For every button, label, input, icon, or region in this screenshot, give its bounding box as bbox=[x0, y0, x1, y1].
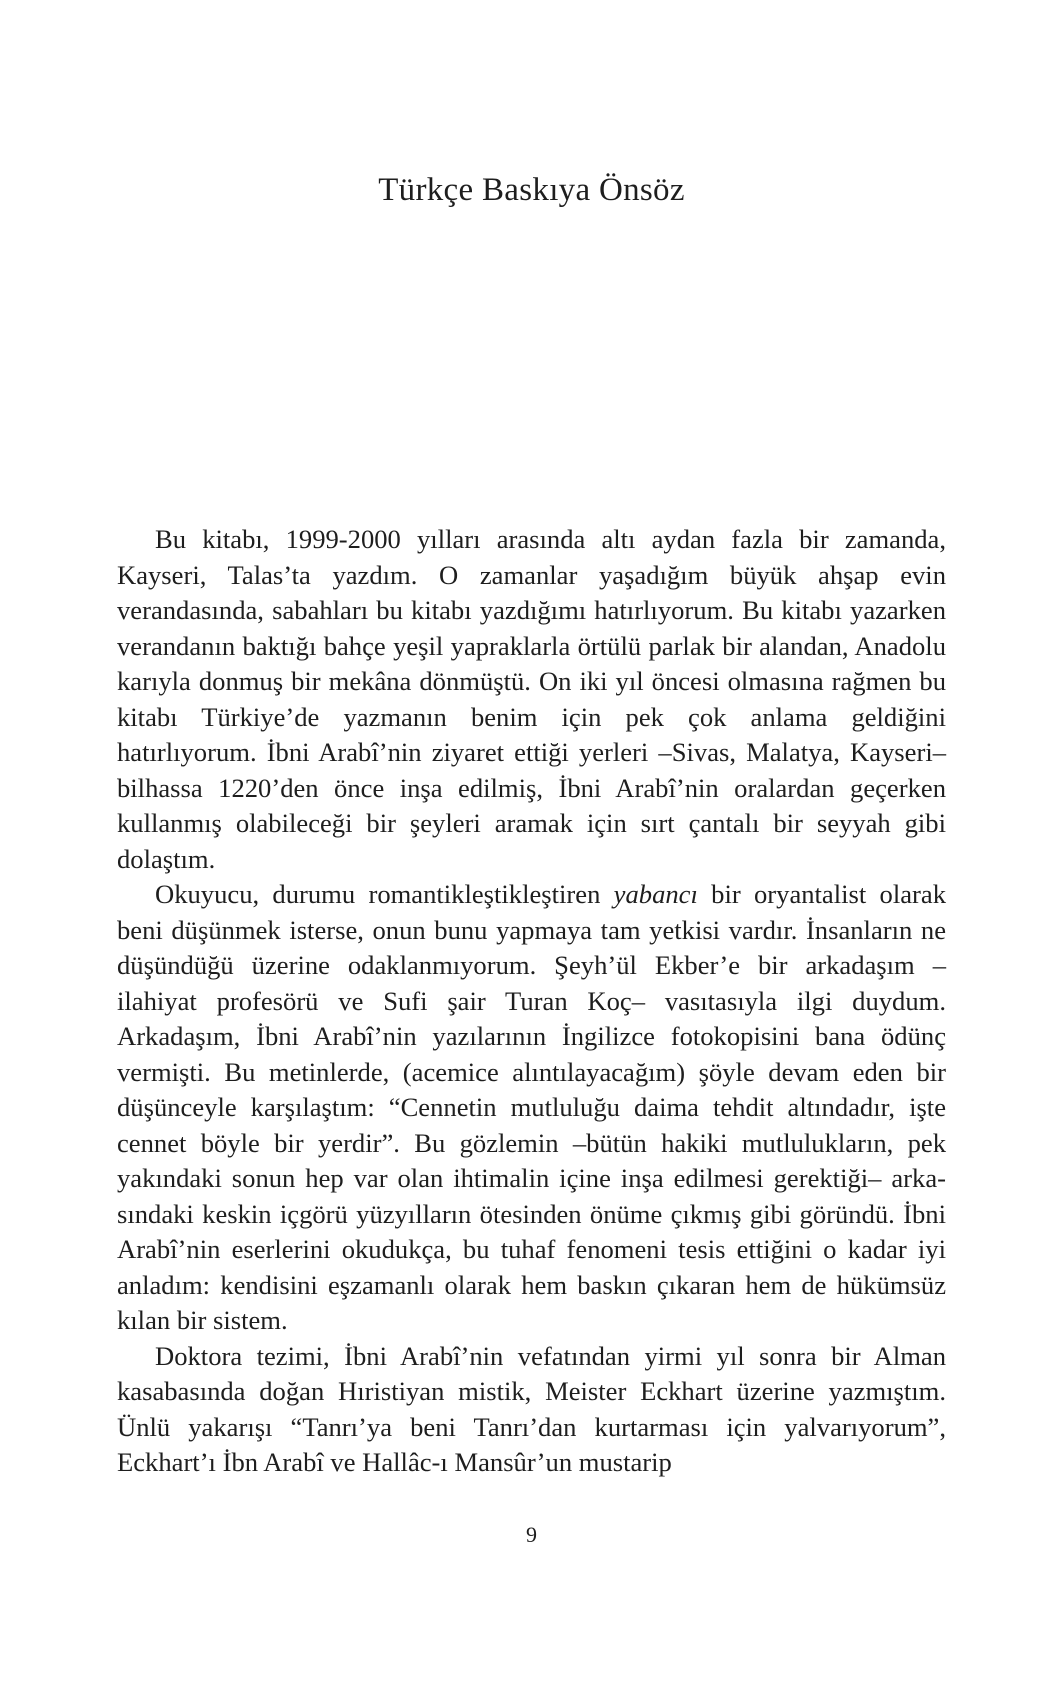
paragraph-3: Doktora tezimi, İbni Arabî’nin vefatından yirmi yıl sonra bir Alman kasabasında doğan Hıristiyan mistik, Meister Eckhart üzerine yazmıştım. Ünlü yakarışı “Tanrı’ya beni Tanrı’dan kurtarması için yalvarıyorum”, Eckhart’ı İbn Arabî ve Hallâc-ı Mansûr’un mustarip bbox=[117, 1340, 946, 1477]
paragraph-1: Bu kitabı, 1999-2000 yılları arasında altı aydan fazla bir zamanda, Kayseri, Talas’ta yazdım. O zamanlar yaşadığım büyük ahşap evin verandasında, sabahları bu kitabı yazdığımı hatırlıyorum. Bu kitabı yazarken verandanın baktığı bahçe yeşil yapraklarla örtülü parlak bir alandan, Anadolu karıyla donmuş bir mekâna dönmüştü. On iki yıl öncesi olmasına rağmen bu kitabı Türkiye’de yazmanın benim için pek çok anlama geldiğini hatırlıyorum. İbni Arabî’nin ziyaret ettiği yerleri –Sivas, Malatya, Kayseri– bilhassa 1220’den önce inşa edilmiş, İbni Arabî’nin oralardan geçerken kullanmış olabileceği bir şeyleri aramak için sırt çantalı bir seyyah gibi dolaştım. bbox=[117, 524, 946, 874]
page-title: Türkçe Baskıya Önsöz bbox=[378, 172, 685, 208]
body-text bbox=[117, 522, 946, 1481]
paragraph-2 bbox=[117, 877, 946, 1339]
emphasized-word: yabancı bbox=[613, 879, 698, 909]
paragraph-2-rest: bir oryantalist olarak beni düşünmek isterse, onun bunu yapmaya tam yetkisi vardır. İnsanların ne düşündüğü üzerine odaklanmıyorum. Şeyh’ül Ekber’e bir arkadaşım –ilahiyat profesörü ve Sufi şair Turan Koç– vasıtasıyla ilgi duydum. Arkadaşım, İbni Arabî’nin yazılarının İngilizce fotokopisini bana ödünç vermişti. Bu metinlerde, (acemice alıntılayacağım) şöyle devam eden bir düşünceyle karşılaştım: “Cennetin mutluluğu daima tehdit altındadır, işte cennet böyle bir yerdir”. Bu gözlemin –bütün hakiki mutlulukların, pek yakındaki sonun hep var olan ihtimalin içine inşa edilmesi gerektiği– arkasındaki keskin içgörü yüzyılların ötesinden önüme çıkmış gibi göründü. İbni Arabî’nin eserlerini okudukça, bu tuhaf fenomeni tesis ettiğini o kadar iyi anladım: kendisini eşzamanlı olarak hem baskın çıkaran hem de hükümsüz kılan bir sistem. bbox=[117, 879, 946, 1335]
paragraph-2-start: Okuyucu, durumu romantikleştikleştiren bbox=[155, 879, 614, 909]
page-number: 9 bbox=[526, 1522, 537, 1547]
